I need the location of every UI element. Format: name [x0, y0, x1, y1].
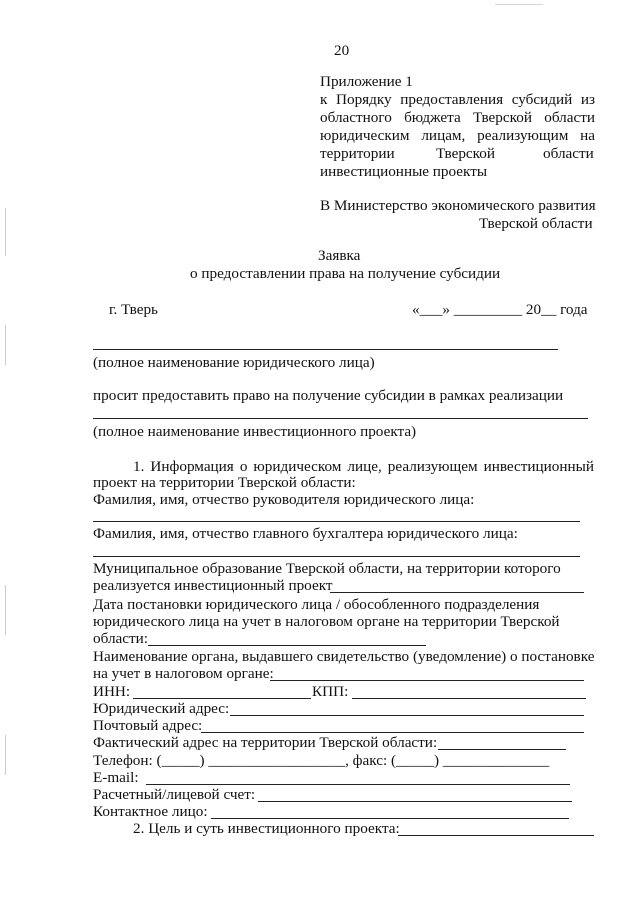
municipal-label: Муниципальное образование Тверской области, на территории которого	[93, 560, 561, 577]
inn-field[interactable]	[133, 698, 311, 699]
project-name-field[interactable]	[93, 418, 588, 419]
contact-label: Контактное лицо:	[93, 803, 208, 820]
section2-field[interactable]	[398, 835, 594, 836]
tax-date-label: юридического лица на учет в налоговом органе на территории Тверской	[93, 613, 560, 630]
appendix-line: области	[543, 145, 594, 162]
project-name-hint: (полное наименование инвестиционного проекта)	[93, 423, 417, 440]
tax-organ-field[interactable]	[270, 680, 584, 681]
entity-name-field[interactable]	[93, 349, 558, 350]
tax-date-field[interactable]	[148, 645, 426, 646]
appendix-line: к Порядку предоставления субсидий из	[320, 91, 595, 108]
appendix-title: Приложение 1	[320, 73, 413, 90]
scan-mark	[5, 585, 6, 635]
inn-label: ИНН:	[93, 683, 131, 700]
account-field[interactable]	[258, 801, 572, 802]
head-field[interactable]	[93, 521, 580, 522]
postal-address-field[interactable]	[201, 732, 584, 733]
email-label: E-mail:	[93, 769, 139, 786]
request-text: просит предоставить право на получение субсидии в рамках реализации	[93, 387, 564, 404]
municipal-field[interactable]	[330, 592, 584, 593]
addressee: Тверской области	[479, 215, 593, 232]
section1-heading: 1. Информация о юридическом лице, реализующем инвестиционный	[133, 458, 594, 475]
legal-address-field[interactable]	[230, 715, 584, 716]
section1-heading: проект на территории Тверской области:	[93, 474, 356, 491]
addressee: В Министерство экономического развития	[320, 197, 596, 214]
email-field[interactable]	[146, 784, 570, 785]
appendix-line: юридическим лицам, реализующим на	[320, 127, 595, 144]
accountant-label: Фамилия, имя, отчество главного бухгалтера юридического лица:	[93, 525, 518, 542]
municipal-label: реализуется инвестиционный проект	[93, 577, 333, 594]
date-field[interactable]: «___» _________ 20__ года	[412, 301, 588, 318]
kpp-label: КПП:	[312, 683, 349, 700]
document-subtitle: о предоставлении права на получение субсидии	[190, 265, 501, 282]
appendix-line: областного бюджета Тверской области	[320, 109, 595, 126]
actual-address-field[interactable]	[438, 749, 566, 750]
head-label: Фамилия, имя, отчество руководителя юридического лица:	[93, 491, 475, 508]
section2-heading: 2. Цель и суть инвестиционного проекта:	[133, 820, 400, 837]
legal-address-label: Юридический адрес:	[93, 700, 230, 717]
actual-address-label: Фактический адрес на территории Тверской области:	[93, 734, 438, 751]
postal-address-label: Почтовый адрес:	[93, 717, 203, 734]
page-number: 20	[334, 42, 350, 59]
scan-mark	[5, 208, 6, 256]
place: г. Тверь	[109, 301, 158, 318]
account-label: Расчетный/лицевой счет:	[93, 786, 256, 803]
document-title: Заявка	[318, 247, 361, 264]
tax-organ-label: на учет в налоговом органе:	[93, 665, 274, 682]
tax-organ-label: Наименование органа, выдавшего свидетельство (уведомление) о постановке	[93, 648, 595, 665]
appendix-line: Тверской	[436, 145, 496, 162]
appendix-line: территории	[320, 145, 395, 162]
appendix-line: инвестиционные проекты	[320, 163, 488, 180]
tax-date-label: области:	[93, 630, 148, 647]
contact-field[interactable]	[211, 818, 569, 819]
scan-mark	[5, 325, 6, 365]
entity-name-hint: (полное наименование юридического лица)	[93, 354, 375, 371]
scan-mark	[5, 735, 6, 775]
phone-fax-field[interactable]: Телефон: (_____) __________________, факс: (_____) ______________	[93, 752, 550, 769]
accountant-field[interactable]	[93, 556, 580, 557]
kpp-field[interactable]	[352, 698, 586, 699]
tax-date-label: Дата постановки юридического лица / обособленного подразделения	[93, 596, 540, 613]
scan-mark	[495, 4, 543, 5]
